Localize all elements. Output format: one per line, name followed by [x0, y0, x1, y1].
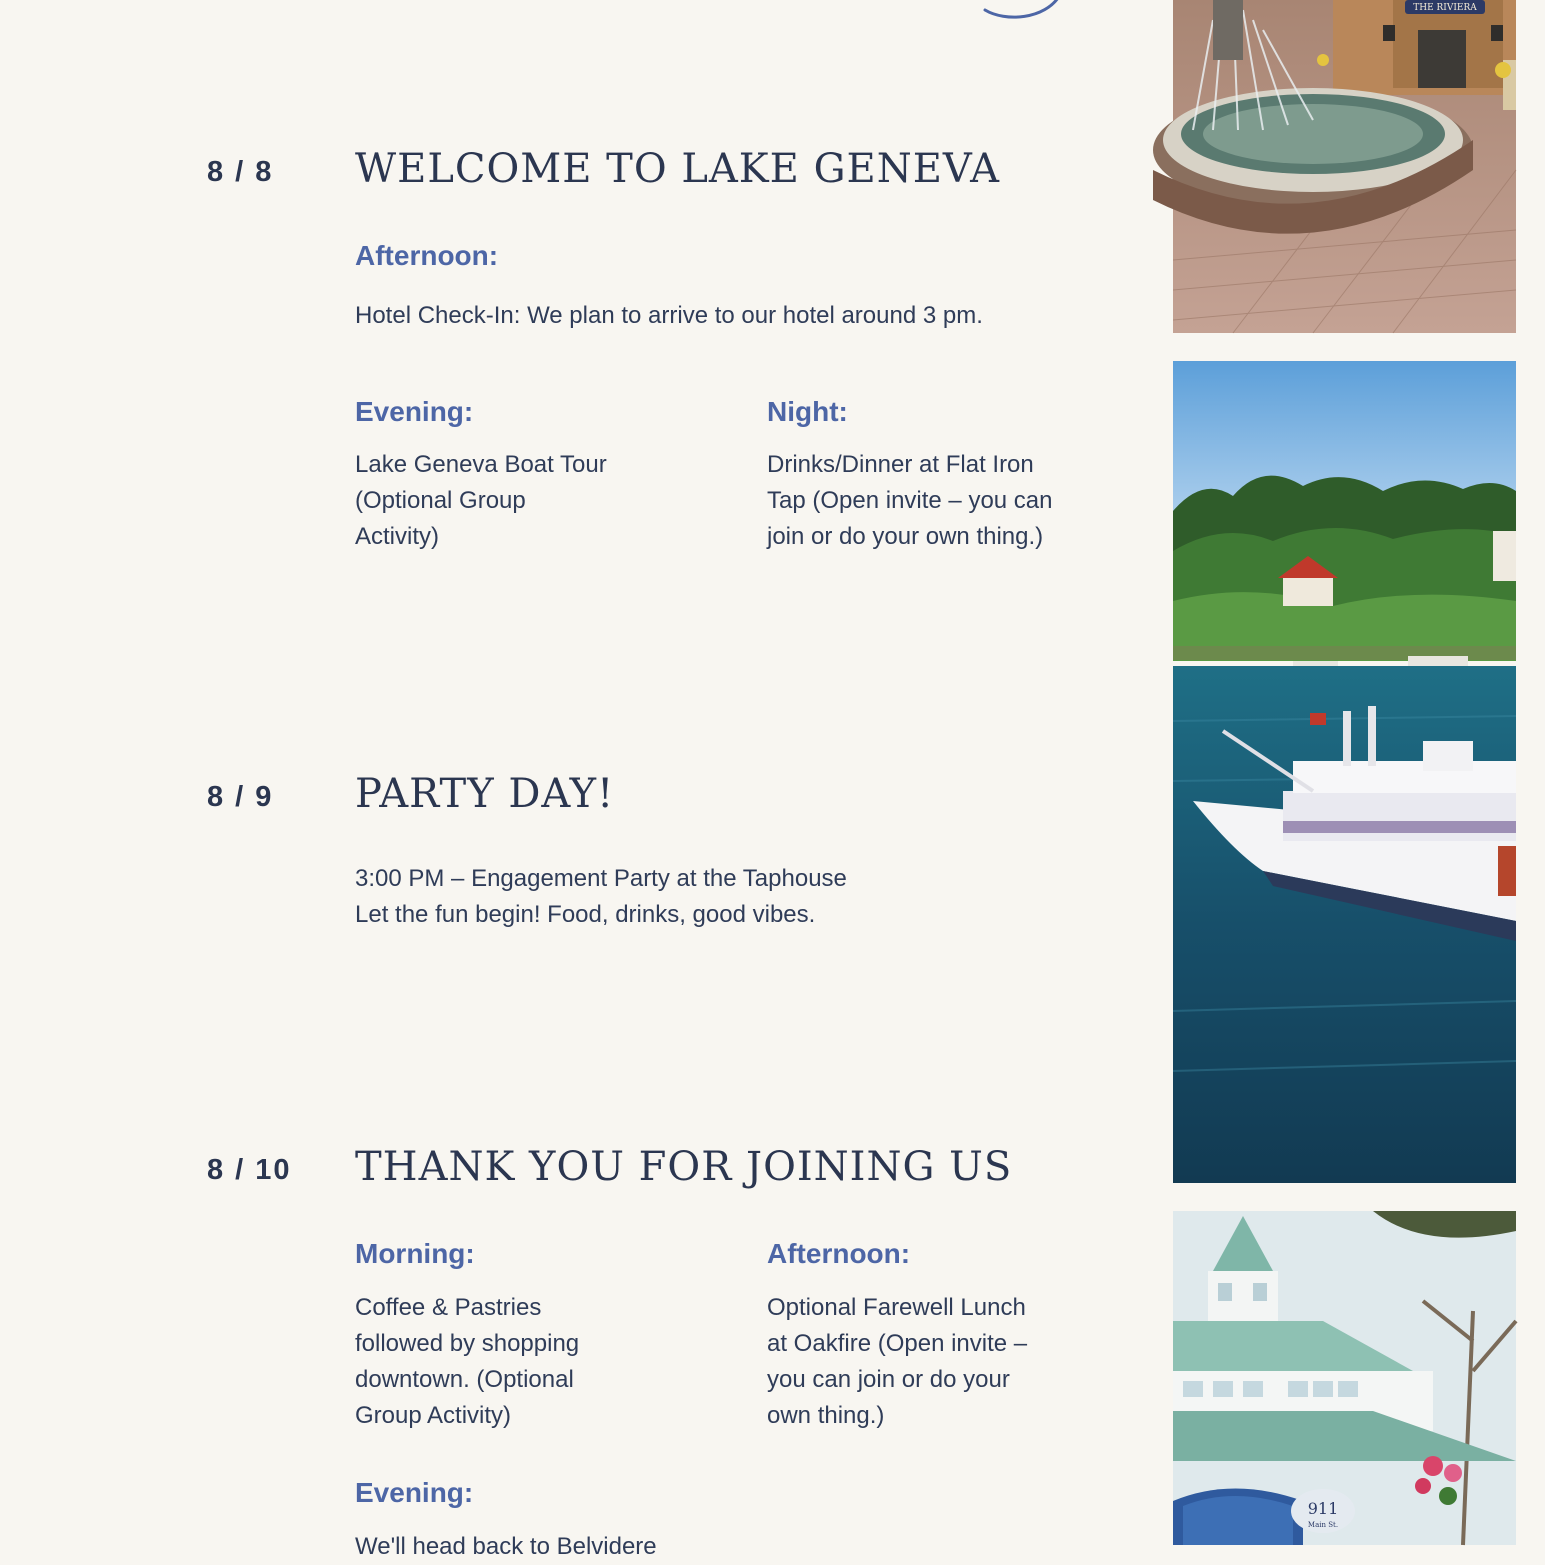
storefront-gazebo-photo: [1173, 1211, 1516, 1545]
evening-line: Lake Geneva Boat Tour: [355, 451, 607, 478]
day-date: 8 / 8: [207, 156, 274, 188]
fountain-plaza-illustration: [1173, 0, 1516, 333]
fountain-plaza-photo: [1173, 0, 1516, 333]
evening-label: Evening:: [355, 396, 474, 427]
evening-label: Evening:: [355, 1477, 474, 1508]
party-line: Let the fun begin! Food, drinks, good vibes.: [355, 901, 816, 928]
afternoon-label: Afternoon:: [355, 240, 499, 271]
morning-line: Coffee & Pastries: [355, 1294, 542, 1321]
day-title: WELCOME TO LAKE GENEVA: [355, 146, 1000, 192]
afternoon-line: at Oakfire (Open invite –: [767, 1330, 1028, 1357]
morning-line: Group Activity): [355, 1402, 512, 1429]
street-name-text: Main St.: [1307, 1521, 1339, 1529]
morning-line: downtown. (Optional: [355, 1366, 574, 1393]
afternoon-text: [767, 1290, 1027, 1434]
lake-steamboat-photo: [1173, 361, 1516, 1183]
evening-text: We'll head back to Belvidere: [355, 1533, 657, 1560]
day-title: THANK YOU FOR JOINING US: [355, 1144, 1013, 1190]
morning-text: [355, 1290, 579, 1434]
evening-line: (Optional Group: [355, 487, 526, 514]
afternoon-line: own thing.): [767, 1402, 885, 1429]
evening-line: Activity): [355, 523, 439, 550]
riviera-sign-text: THE RIVIERA: [1413, 3, 1477, 13]
morning-label: Morning:: [355, 1238, 475, 1269]
storefront-gazebo-illustration: [1173, 1211, 1516, 1545]
afternoon-text: Hotel Check-In: We plan to arrive to our hotel around 3 pm.: [355, 302, 983, 329]
evening-text: [355, 447, 607, 555]
day-date: 8 / 10: [207, 1154, 292, 1186]
night-line: join or do your own thing.): [767, 523, 1044, 550]
party-line: 3:00 PM – Engagement Party at the Taphouse: [355, 865, 847, 892]
lake-steamboat-illustration: [1173, 361, 1516, 1183]
morning-line: followed by shopping: [355, 1330, 580, 1357]
night-label: Night:: [767, 396, 848, 427]
party-text: [355, 861, 847, 933]
street-number-text: 911: [1307, 1499, 1339, 1518]
script-swash-decoration: [975, 0, 1095, 25]
afternoon-line: Optional Farewell Lunch: [767, 1294, 1026, 1321]
night-line: Tap (Open invite – you can: [767, 487, 1053, 514]
afternoon-label: Afternoon:: [767, 1238, 911, 1269]
day-date: 8 / 9: [207, 781, 274, 813]
afternoon-line: you can join or do your: [767, 1366, 1010, 1393]
night-text: [767, 447, 1053, 555]
night-line: Drinks/Dinner at Flat Iron: [767, 451, 1034, 478]
day-title: PARTY DAY!: [355, 771, 615, 817]
